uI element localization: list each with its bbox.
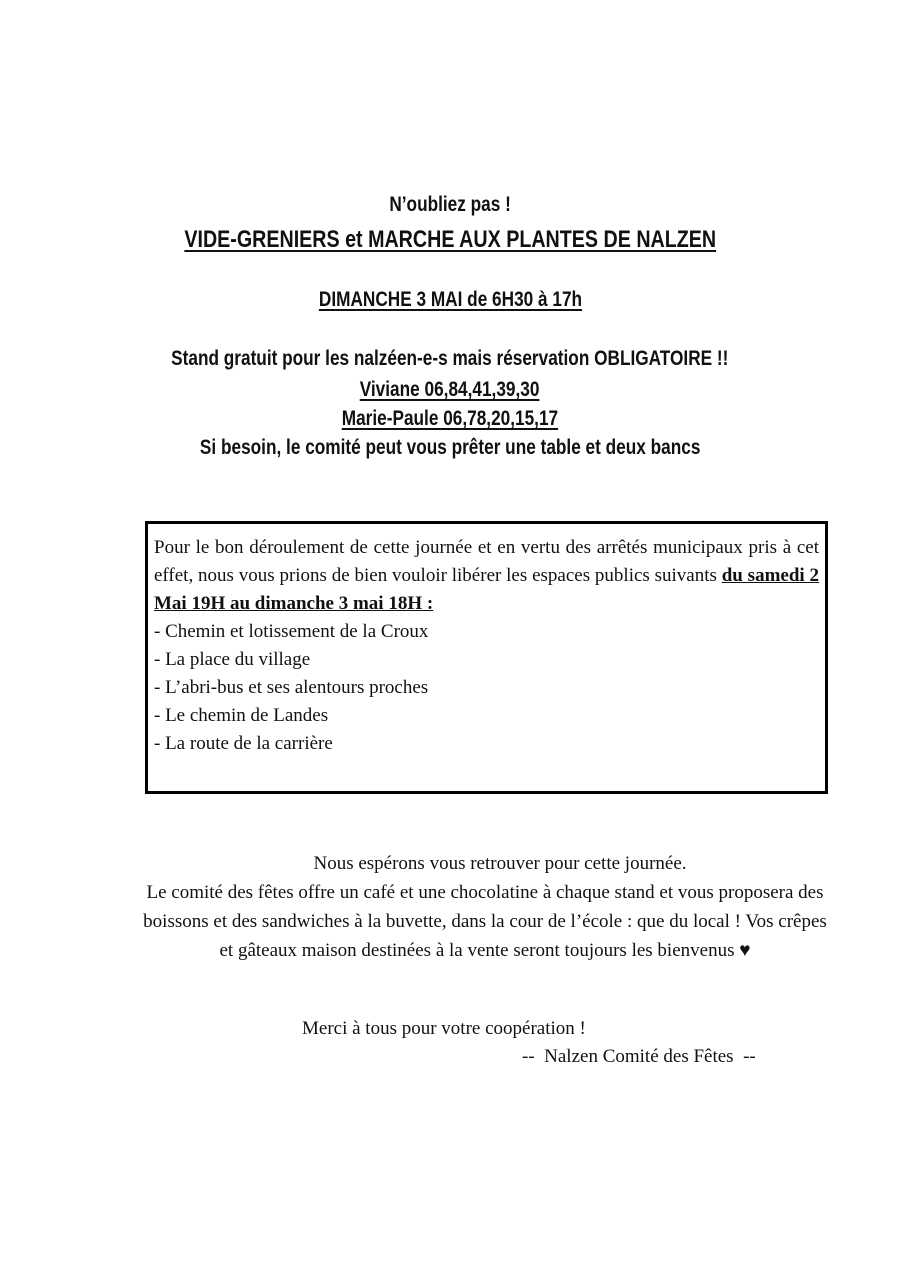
- notice-period: du samedi 2 Mai 19H au dimanche 3 mai 18H :: [154, 565, 819, 614]
- list-item: - Le chemin de Landes: [154, 705, 329, 726]
- stand-info: [0, 347, 900, 371]
- notice-paragraph: [154, 534, 819, 618]
- thanks-line: Merci à tous pour votre coopération !: [302, 1018, 586, 1039]
- notice-box: [145, 521, 828, 794]
- closing-line-1: Nous espérons vous retrouver pour cette journée.: [313, 853, 687, 874]
- stand-info-text: Stand gratuit pour les nalzéen-e-s mais réservation OBLIGATOIRE !!: [171, 347, 729, 370]
- contact-viviane-text: Viviane 06,84,41,39,30: [360, 378, 540, 401]
- list-item: - L’abri-bus et ses alentours proches: [154, 677, 429, 698]
- contact-viviane: [0, 378, 900, 402]
- event-date-text: DIMANCHE 3 MAI de 6H30 à 17h: [318, 288, 582, 311]
- signature: -- Nalzen Comité des Fêtes --: [522, 1046, 756, 1067]
- list-item: - La place du village: [154, 649, 311, 670]
- notice-intro: Pour le bon déroulement de cette journée et en vertu des arrêtés municipaux pris à cet effet, nous vous prions de bien vouloir libérer les espaces publics suivants: [154, 537, 819, 586]
- closing-line-2: Le comité des fêtes offre un café et une chocolatine à chaque stand et vous proposera des boissons et des sandwiches à la buvette, dans la cour de l’école : que du local ! Vos crêpes et gâteaux maison destinées à la vente seront toujours les bienvenus ♥: [143, 882, 827, 961]
- event-date: [0, 288, 900, 312]
- list-item: - Chemin et lotissement de la Croux: [154, 621, 429, 642]
- reminder-heading: [0, 193, 900, 217]
- event-title: [0, 226, 900, 254]
- contact-marie-paule: [0, 407, 900, 431]
- contact-marie-paule-text: Marie-Paule 06,78,20,15,17: [341, 407, 559, 430]
- event-title-text: VIDE-GRENIERS et MARCHE AUX PLANTES DE NALZEN: [184, 226, 716, 253]
- lend-info-text: Si besoin, le comité peut vous prêter une table et deux bancs: [199, 436, 701, 459]
- lend-info: [0, 436, 900, 460]
- restricted-areas-list: [154, 618, 819, 758]
- list-item: - La route de la carrière: [154, 733, 333, 754]
- reminder-text: N’oubliez pas !: [389, 193, 511, 216]
- closing-paragraph: [140, 849, 830, 965]
